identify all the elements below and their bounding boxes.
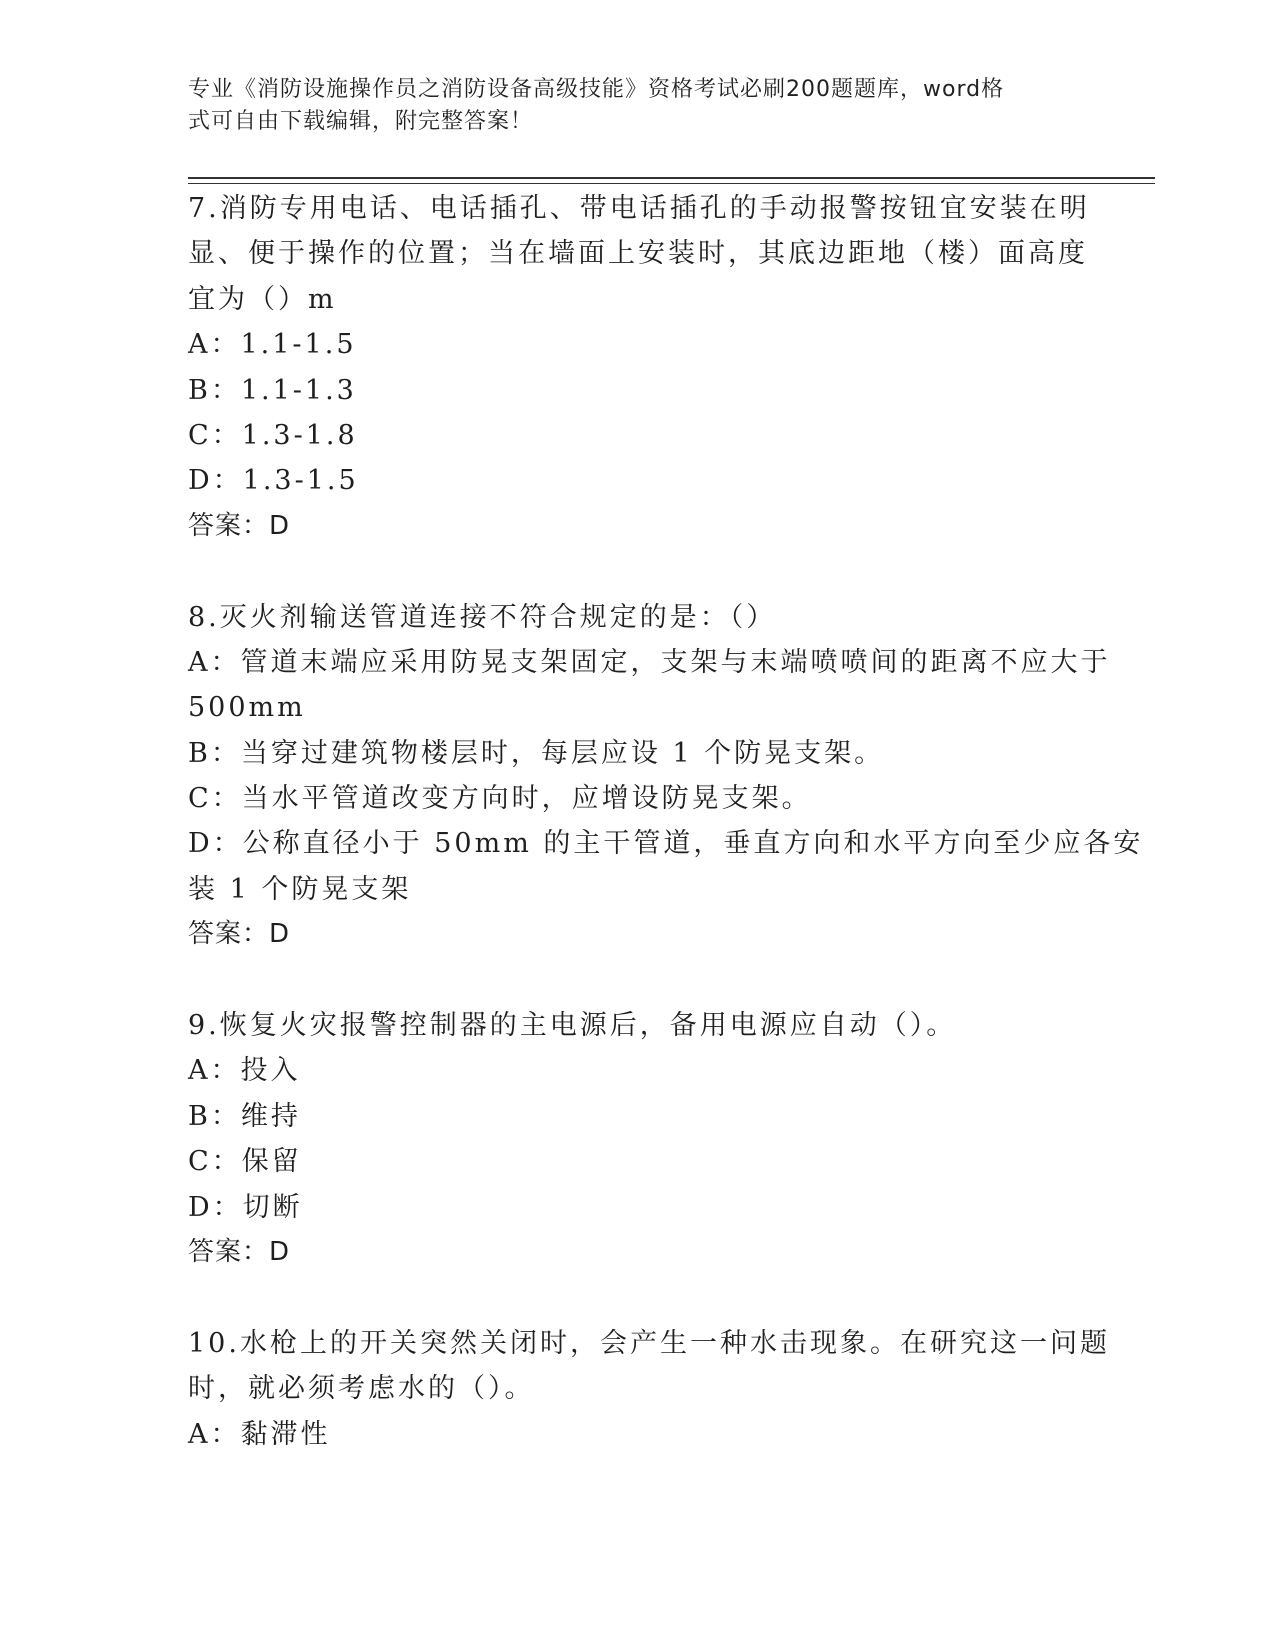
question-stem-line: 显、便于操作的位置；当在墙面上安装时，其底边距地（楼）面高度 xyxy=(188,238,1088,270)
option-b: B：维持 xyxy=(188,1100,301,1132)
option-a: A：投入 xyxy=(188,1055,301,1087)
header-line: 式可自由下载编辑，附完整答案！ xyxy=(188,109,534,134)
question-list xyxy=(188,186,1144,1457)
option-d-continued: 装 1 个防晃支架 xyxy=(188,873,412,905)
option-a: A：黏滞性 xyxy=(188,1418,331,1450)
option-b: B：当穿过建筑物楼层时，每层应设 1 个防晃支架。 xyxy=(188,737,885,769)
question-stem-line: 9.恢复火灾报警控制器的主电源后，备用电源应自动（）。 xyxy=(188,1010,957,1042)
option-a: A：1.1-1.5 xyxy=(188,329,357,361)
option-d: D：1.3-1.5 xyxy=(188,465,359,497)
option-c: C：1.3-1.8 xyxy=(188,419,358,451)
answer-line: 答案：D xyxy=(188,510,291,541)
option-b: B：1.1-1.3 xyxy=(188,374,357,406)
question-stem-line: 7.消防专用电话、电话插孔、带电话插孔的手动报警按钮宜安装在明 xyxy=(188,193,1090,224)
document-header xyxy=(188,74,1068,138)
header-divider xyxy=(188,183,1155,184)
question-stem-line: 10.水枪上的开关突然关闭时，会产生一种水击现象。在研究这一问题 xyxy=(188,1327,1110,1359)
question-stem-line: 时，就必须考虑水的（）。 xyxy=(188,1373,535,1405)
question-8 xyxy=(188,595,1144,958)
option-d: D：切断 xyxy=(188,1191,303,1223)
question-9 xyxy=(188,1003,1068,1275)
question-10 xyxy=(188,1321,1110,1457)
option-c: C：保留 xyxy=(188,1146,302,1178)
question-stem-line: 8.灭火剂输送管道连接不符合规定的是：（） xyxy=(188,601,777,633)
question-spacer xyxy=(188,1275,1068,1320)
option-a-continued: 500mm xyxy=(188,692,306,724)
option-c: C：当水平管道改变方向时，应增设防晃支架。 xyxy=(188,783,812,815)
question-7 xyxy=(188,186,1090,549)
header-line: 专业《消防设施操作员之消防设备高级技能》资格考试必刷200题题库，word格 xyxy=(188,77,1005,102)
option-d: D：公称直径小于 50mm 的主干管道，垂直方向和水平方向至少应各安 xyxy=(188,828,1144,860)
question-stem-line: 宜为（）m xyxy=(188,283,337,315)
answer-line: 答案：D xyxy=(188,919,291,950)
question-spacer xyxy=(188,549,1068,594)
answer-line: 答案：D xyxy=(188,1236,291,1267)
question-spacer xyxy=(188,958,1068,1003)
header-divider xyxy=(188,177,1155,179)
option-a: A：管道末端应采用防晃支架固定，支架与末端喷喷间的距离不应大于 xyxy=(188,646,1111,678)
